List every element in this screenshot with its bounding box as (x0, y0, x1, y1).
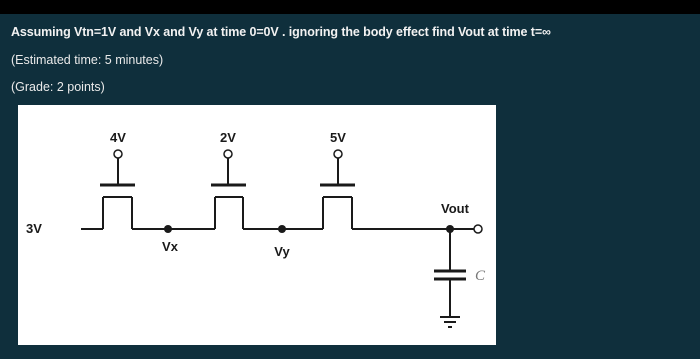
top-strip (0, 0, 700, 14)
transistor-1 (100, 150, 135, 229)
node-label-vy: Vy (274, 244, 290, 259)
capacitor-label: C (474, 268, 486, 284)
gate-terminal-3 (334, 150, 342, 158)
transistor-2 (211, 150, 246, 229)
gate-terminal-2 (224, 150, 232, 158)
gate-voltage-label-3: 5V (330, 130, 346, 145)
gate-terminal-1 (114, 150, 122, 158)
ground-symbol (440, 317, 460, 327)
output-terminal (474, 225, 482, 233)
circuit-figure (18, 105, 496, 345)
node-vy-dot (278, 225, 286, 233)
gate-voltage-label-1: 4V (110, 130, 126, 145)
circuit-diagram (18, 105, 496, 345)
capacitor (434, 229, 466, 317)
node-label-vout: Vout (441, 201, 469, 216)
input-voltage-label: 3V (26, 221, 42, 236)
gate-voltage-label-2: 2V (220, 130, 236, 145)
transistor-3 (320, 150, 355, 229)
estimated-time: (Estimated time: 5 minutes) (11, 53, 164, 67)
node-label-vx: Vx (162, 239, 178, 254)
grade-points: (Grade: 2 points) (11, 80, 105, 94)
question-text: Assuming Vtn=1V and Vx and Vy at time 0=0V . ignoring the body effect find Vout at time t=∞ (11, 25, 551, 39)
node-vx-dot (164, 225, 172, 233)
